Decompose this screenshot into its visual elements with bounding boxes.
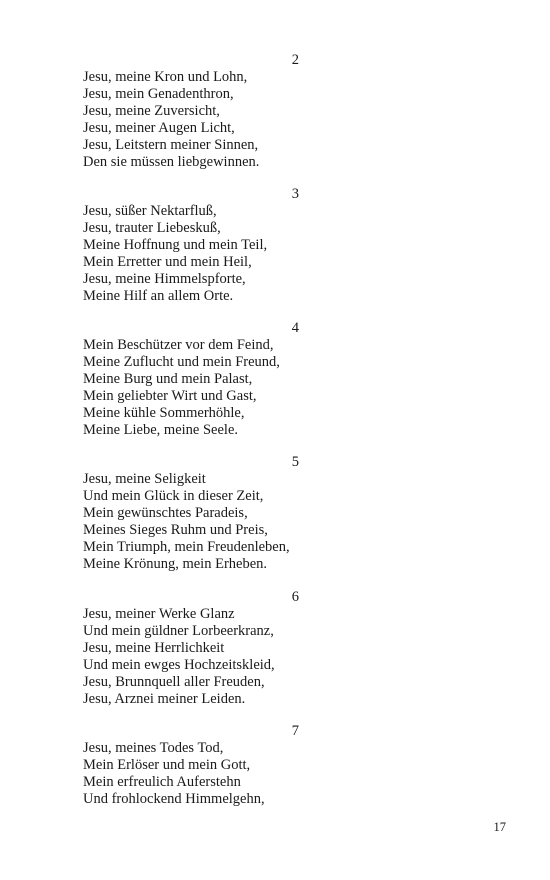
verse-line: Meine Krönung, mein Erheben. — [83, 556, 268, 572]
stanza-3 — [83, 186, 303, 305]
verse-line: Jesu, Brunnquell aller Freuden, — [83, 674, 265, 690]
verse-line: Jesu, meine Herrlichkeit — [83, 640, 225, 656]
verse-line: Mein erfreulich Auferstehn — [83, 774, 241, 790]
verse-line: Mein Erretter und mein Heil, — [83, 254, 252, 270]
verse-line: Den sie müssen liebgewinnen. — [83, 154, 260, 170]
verse-line: Mein Beschützer vor dem Feind, — [83, 337, 274, 353]
stanza-number: 2 — [291, 52, 299, 68]
verse-line: Meine Hilf an allem Orte. — [83, 288, 234, 304]
verse-line: Meine kühle Sommerhöhle, — [83, 405, 245, 421]
verse-line: Jesu, süßer Nektarfluß, — [83, 203, 217, 219]
verse-line: Jesu, meine Seligkeit — [83, 471, 206, 487]
stanza-7 — [83, 723, 303, 808]
verse-line: Meine Burg und mein Palast, — [83, 371, 253, 387]
verse-line: Und frohlockend Himmelgehn, — [83, 791, 265, 807]
verse-line: Jesu, Leitstern meiner Sinnen, — [83, 137, 259, 153]
verse-line: Jesu, meine Kron und Lohn, — [83, 69, 248, 85]
verse-line: Jesu, mein Genadenthron, — [83, 86, 234, 102]
stanza-5 — [83, 454, 303, 573]
verse-line: Meine Liebe, meine Seele. — [83, 422, 239, 438]
verse-line: Und mein ewges Hochzeitskleid, — [83, 657, 275, 673]
verse-line: Mein gewünschtes Paradeis, — [83, 505, 248, 521]
verse-line: Jesu, meines Todes Tod, — [83, 740, 224, 756]
verse-line: Jesu, meine Zuversicht, — [83, 103, 220, 119]
stanza-6 — [83, 589, 303, 708]
verse-line: Meine Zuflucht und mein Freund, — [83, 354, 280, 370]
verse-line: Mein Triumph, mein Freudenleben, — [83, 539, 290, 555]
verse-line: Jesu, meine Himmelspforte, — [83, 271, 246, 287]
stanza-number: 4 — [291, 320, 299, 336]
verse-line: Jesu, meiner Augen Licht, — [83, 120, 235, 136]
stanza-number: 7 — [291, 723, 299, 739]
stanza-number: 6 — [291, 589, 299, 605]
verse-line: Meine Hoffnung und mein Teil, — [83, 237, 268, 253]
verse-line: Und mein Glück in dieser Zeit, — [83, 488, 264, 504]
verse-line: Und mein güldner Lorbeerkranz, — [83, 623, 274, 639]
verse-line: Jesu, trauter Liebeskuß, — [83, 220, 221, 236]
stanza-number: 5 — [291, 454, 299, 470]
verse-line: Jesu, Arznei meiner Leiden. — [83, 691, 246, 707]
stanza-number: 3 — [291, 186, 299, 202]
stanza-4 — [83, 320, 303, 439]
verse-line: Meines Sieges Ruhm und Preis, — [83, 522, 268, 538]
page-number: 17 — [493, 820, 506, 834]
verse-line: Mein geliebter Wirt und Gast, — [83, 388, 257, 404]
verse-line: Mein Erlöser und mein Gott, — [83, 757, 251, 773]
stanza-2 — [83, 52, 303, 171]
verse-line: Jesu, meiner Werke Glanz — [83, 606, 235, 622]
